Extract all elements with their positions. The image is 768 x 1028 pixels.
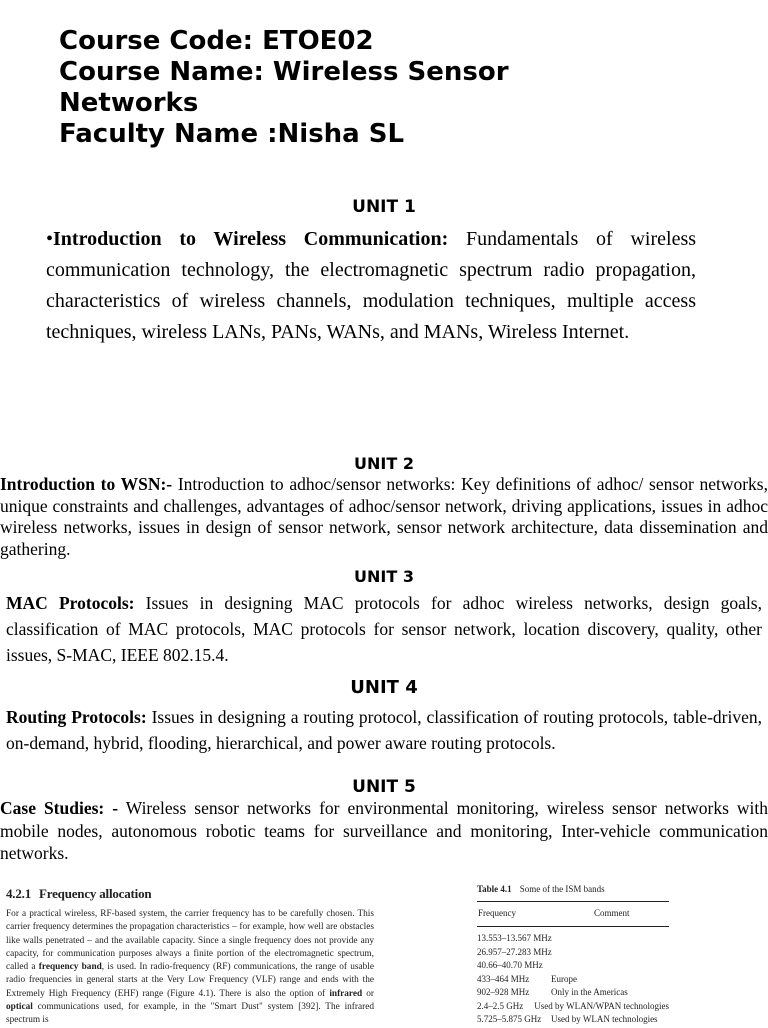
table-header-rule	[477, 926, 669, 927]
unit-5-lead: Case Studies: -	[0, 798, 119, 818]
table-header-row	[477, 906, 669, 920]
unit-1-text: Fundamentals of wireless communication technology, the electromagnetic spectrum radio propagation, characteristics of wireless channels, modulation techniques, multiple access techniques, wireless LANs, PANs, WANs, and MANs, Wireless Internet.	[46, 228, 697, 343]
table-row	[477, 946, 669, 960]
table-cell-comment: Used by WLAN/WPAN technologies	[534, 1000, 669, 1011]
unit-1-title: UNIT 1	[352, 197, 416, 217]
unit-4-lead: Routing Protocols:	[6, 707, 147, 727]
excerpt-section-title: Frequency allocation	[39, 886, 152, 901]
excerpt-term: optical	[6, 1002, 33, 1013]
table-header-frequency: Frequency	[478, 908, 516, 918]
table-cell-comment: Europe	[551, 973, 577, 984]
table-cell-comment: Used by WLAN technologies	[551, 1014, 658, 1024]
table-header-comment: Comment	[594, 908, 630, 918]
table-cell-frequency: 2.4–2.5 GHz	[477, 1000, 524, 1011]
excerpt-section-number: 4.2.1	[6, 886, 32, 901]
excerpt-term: frequency band	[38, 962, 102, 973]
unit-5-text: Wireless sensor networks for environmental monitoring, wireless sensor networks with mobile nodes, autonomous robotic teams for surveillance and monitoring, Inter-vehicle communication networks.	[0, 798, 768, 863]
ism-bands-table	[477, 882, 669, 1027]
unit-5-title: UNIT 5	[352, 777, 416, 797]
unit-5-description	[0, 797, 768, 865]
table-cell-frequency: 433–464 MHz	[477, 973, 530, 984]
table-cell-frequency: 40.66–40.70 MHz	[477, 960, 543, 970]
unit-3-title: UNIT 3	[354, 567, 414, 586]
course-header	[59, 26, 719, 150]
table-row	[477, 986, 669, 1000]
unit-4-description	[6, 704, 762, 756]
table-cell-frequency: 26.957–27.283 MHz	[477, 946, 552, 957]
table-body	[477, 932, 669, 1027]
bullet-mark: •	[46, 228, 54, 250]
excerpt-text: or	[362, 988, 374, 999]
unit-2-description	[0, 474, 768, 560]
excerpt-body	[6, 908, 374, 1028]
unit-1-description	[46, 224, 696, 348]
table-row	[477, 932, 669, 946]
unit-1-lead: Introduction to Wireless Communication:	[53, 228, 449, 250]
unit-2-text: Introduction to adhoc/sensor networks: Key definitions of adhoc/ sensor networks, unique constraints and challenges, advantages of adhoc/sensor network, driving applications, issues in adhoc wireless networks, issues in design of sensor network, sensor network architecture, data dissemination and gathering.	[0, 474, 768, 559]
excerpt-text: communications used, for example, in the "Smart Dust" system [392]. The infrared spectrum is	[6, 1002, 374, 1026]
table-row	[477, 973, 669, 987]
excerpt-term: infrared	[329, 988, 363, 999]
course-name-line2: Networks	[59, 88, 199, 118]
book-excerpt-frequency-allocation	[6, 884, 374, 1028]
table-row	[477, 1000, 669, 1014]
table-cell-comment	[551, 932, 669, 946]
table-top-rule	[477, 901, 669, 902]
unit-3-description	[6, 590, 762, 668]
course-name-line1: Course Name: Wireless Sensor	[59, 57, 509, 87]
table-number: Table 4.1	[477, 884, 512, 894]
unit-3-lead: MAC Protocols:	[6, 593, 135, 613]
table-caption	[477, 882, 669, 896]
table-cell-comment: Only in the Americas	[551, 987, 628, 997]
table-row	[477, 959, 669, 973]
excerpt-heading	[6, 884, 374, 904]
faculty-name: Faculty Name :Nisha SL	[59, 119, 405, 149]
unit-2-title: UNIT 2	[354, 454, 414, 473]
excerpt-text: For a practical wireless, RF-based system, the carrier frequency has to be carefully chosen. This carrier frequency determines the propagation characteristics – for example, how well are obstacles like walls penetrated – and the available capacity. Since a single frequency does not provide any capacity, for communication purposes always a finite portion of the electromagnetic spectrum, called a	[6, 909, 374, 973]
table-cell-frequency: 5.725–5.875 GHz	[477, 1014, 542, 1024]
table-cell-frequency: 13.553–13.567 MHz	[477, 933, 552, 943]
unit-3-text: Issues in designing MAC protocols for adhoc wireless networks, design goals, classification of MAC protocols, MAC protocols for sensor network, location discovery, quality, other issues, S-MAC, IEEE 802.15.4.	[6, 593, 762, 665]
unit-4-title: UNIT 4	[350, 677, 418, 698]
unit-2-lead: Introduction to WSN:-	[0, 474, 173, 494]
course-code: Course Code: ETOE02	[59, 26, 374, 56]
table-cell-comment	[551, 946, 669, 960]
excerpt-text: , is used. In radio-frequency (RF) communications, the range of usable radio frequencies in general starts at the Very Low Frequency (VLF) range and ends with the Extremely High Frequency (EHF) range (Figure 4.1). There is also the option of	[6, 962, 375, 999]
table-cell-comment	[551, 959, 669, 973]
table-row	[477, 1013, 669, 1027]
table-caption-text: Some of the ISM bands	[519, 884, 605, 894]
unit-4-text: Issues in designing a routing protocol, classification of routing protocols, table-driven, on-demand, hybrid, flooding, hierarchical, and power aware routing protocols.	[6, 707, 762, 753]
table-cell-frequency: 902–928 MHz	[477, 987, 530, 997]
